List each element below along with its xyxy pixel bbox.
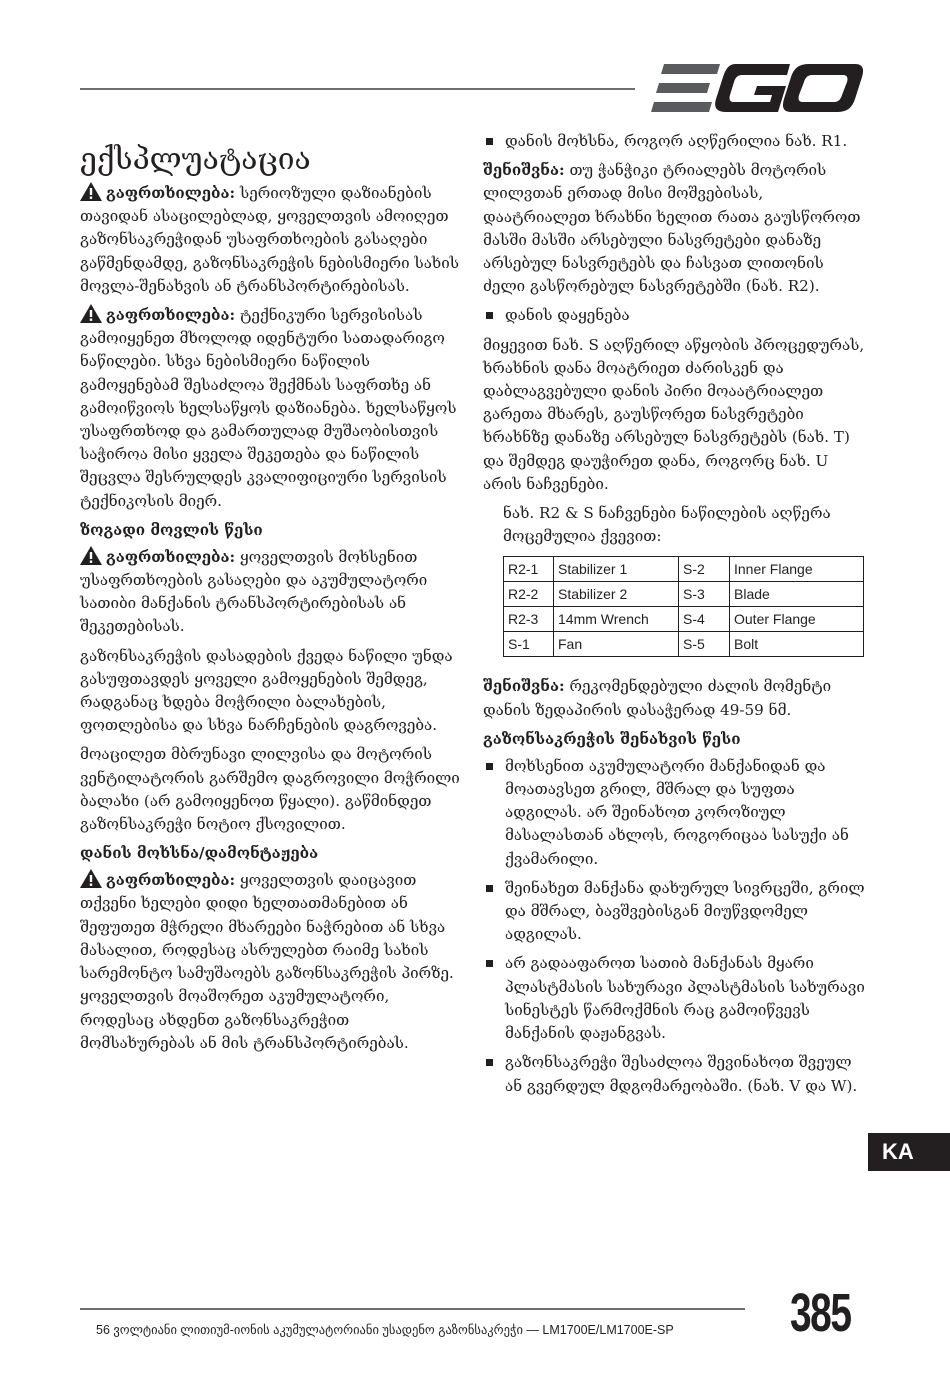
page-number: 385 <box>790 1283 851 1343</box>
paragraph-grass-removal: მოაცილეთ მბრუნავი ლილვისა და მოტორის ვენტილატორის გარშემო დაგროვილი მოჭრილი ბალახი (არ გამოიყენოთ წყალი). გაწმინდეთ გაზონსაკრეჭი ნოტიო ქსოვილით. <box>80 745 460 834</box>
header-rule <box>80 88 635 90</box>
note-2 <box>483 675 868 721</box>
note-label: შენიშვნა: <box>483 161 565 180</box>
bullet-text: დანის მოხსნა, როგორ აღწერილია ნახ. R1. <box>505 132 848 150</box>
paragraph-deck-cleaning: გაზონსაკრეჭის დასადების ქვედა ნაწილი უნდა გასუფთავდეს ყოველი გამოყენების შემდეგ, რადგანაც ხდება მოჭრილი ბალახების, ფოთლებისა და სხვა ნარჩენების დაგროვება. <box>80 646 453 735</box>
warning-text: სერიოზული დაზიანების თავიდან ასაცილებლად, ყოველთვის ამოიღეთ გაზონსაკრეჭიდან უსაფრთხოების გასაღები გაწმენდამდე, გაზონსაკრეჭის ნებისმიერი სახის მოვლა-შენახვის ან ტრანსპორტირებისას. <box>80 184 459 295</box>
bullet-blade-remove <box>483 130 868 153</box>
bullet-text: დანის დაყენება <box>505 306 630 325</box>
table-cell: Outer Flange <box>730 607 864 632</box>
table-cell: R2-2 <box>504 582 554 607</box>
bullet-square-icon <box>486 763 493 770</box>
table-row <box>504 557 864 582</box>
table-cell: S-1 <box>504 632 554 657</box>
paragraph-table-intro: ნახ. R2 & S ნაჩვენები ნაწილების აღწერა მოცემულია ქვევით: <box>503 504 831 546</box>
warning-label: გაფრთხილება: <box>106 871 236 890</box>
table-row <box>504 632 864 657</box>
warning-triangle-icon <box>80 869 102 888</box>
heading-storage: გაზონსაკრეჭის შენახვის წესი <box>483 729 741 748</box>
paragraph-install-procedure: მიყევით ნახ. S აღწერილ აწყობის პროცედურას, ხრახნის დანა მოატრიეთ ძარისკენ და დაბლაგვებული დანის პირი მოაატრიალეთ გარეთა მხარეს, გაუსწორეთ ნასვრეტები ხრახნზე დანაზე არსებულ ნასვრეტებს (ნახ. T) და შემდეგ დაუჭირეთ დანა, როგორც ნახ. U არის ნაჩვენები. <box>483 335 865 493</box>
bullet-square-icon <box>486 1059 493 1066</box>
bullet-square-icon <box>486 312 493 319</box>
bullet-text: არ გადააფაროთ სათიბ მანქანას მყარი პლასტმასის სახურავი პლასტმასის სახურავი სინესტეს წარმოქმნის რაც გამოიწვევს მანქანის დაჟანგვას. <box>505 954 865 1043</box>
table-cell: R2-1 <box>504 557 554 582</box>
warning-text: ტექნიკური სერვისისას გამოიყენეთ მხოლოდ იდენტური სათადარიგო ნაწილები. სხვა ნებისმიერი ნაწილის გამოყენებამ შესაძლოა შექმნას საფრთხე ან გამოიწვიოს ხელსაწყოს დაზიანება. ხელსაწყოს უსაფრთხოდ და გამართულად მუშაობისთვის საჭიროა მისი ყველა შეკეთება და ნაწილის შეცვლა შესრულდეს კვალიფიციური სერვისის ტექნიკოსის მიერ. <box>80 306 457 510</box>
bullet-square-icon <box>486 960 493 967</box>
table-cell: Bolt <box>730 632 864 657</box>
warning-4 <box>80 869 460 1055</box>
warning-1 <box>80 182 460 298</box>
note-text: თუ ჭანჭიკი ტრიალებს მოტორის ლილვთან ერთად მისი მოშვებისას, დაატრიალეთ ხრახნი ხელით რათა გაუსწოროთ მასში მასში არსებული ნასვრეტები დანაზე არსებულ ნასვრეტებს და ჩასვათ ლითონის ძელი გასწორებულ ნასვრეტებში (ნახ. R2). <box>483 161 861 296</box>
warning-label: გაფრთხილება: <box>106 547 236 566</box>
list-item <box>483 755 868 871</box>
bullet-text: მოხსენით აკუმულატორი მანქანიდან და მოათავსეთ გრილ, მშრალ და სუფთა ადგილას. არ შეინახოთ კოროზიულ მასალასთან ახლოს, როგორიცაა სასუქი ან ქვამარილი. <box>505 756 849 868</box>
heading-blade-removal: დანის მოხსნა/დამონტაჟება <box>80 844 319 863</box>
bullet-text: შეინახეთ მანქანა დახურულ სივრცეში, გრილ და მშრალ, ბავშვებისგან მიუწვდომელ ადგილას. <box>505 878 865 944</box>
warning-label: გაფრთხილება: <box>106 184 236 202</box>
table-cell: S-2 <box>679 557 730 582</box>
section-title: ექსპლუატაცია <box>80 142 311 177</box>
table-row <box>504 582 864 607</box>
table-cell: S-3 <box>679 582 730 607</box>
warning-2 <box>80 304 460 513</box>
warning-label: გაფრთხილება: <box>106 306 236 325</box>
bullet-square-icon <box>486 138 493 145</box>
note-text: რეკომენდებული ძალის მომენტი დანის ზედაპირის დასაჭერად 49-59 ნმ. <box>483 677 832 719</box>
list-item <box>483 877 868 947</box>
note-1 <box>483 159 868 298</box>
list-item <box>483 1051 868 1097</box>
list-item <box>483 952 868 1045</box>
table-row <box>504 607 864 632</box>
heading-general-care: ზოგადი მოვლის წესი <box>80 520 263 539</box>
warning-triangle-icon <box>80 182 102 201</box>
table-cell: Fan <box>554 632 679 657</box>
warning-3 <box>80 546 460 639</box>
warning-text: ყოველთვის მოხსენით უსაფრთხოების გასაღები და აკუმულატორი სათიბი მანქანის ტრანსპორტირებისას ან შეკეთებისას. <box>80 547 428 636</box>
table-cell: S-4 <box>679 607 730 632</box>
language-tab: KA <box>868 1133 950 1171</box>
bullet-square-icon <box>486 885 493 892</box>
table-cell: 14mm Wrench <box>554 607 679 632</box>
bullet-text: გაზონსაკრეჭი შესაძლოა შევინახოთ შვეულ ან გვერდულ მდგომარეობაში. (ნახ. V და W). <box>505 1053 858 1095</box>
table-cell: Stabilizer 1 <box>554 557 679 582</box>
note-label: შენიშვნა: <box>483 677 565 696</box>
footer-text: 56 ვოლტიანი ლითიუმ-იონის აკუმულატორიანი უსადენო გაზონსაკრეჭი — LM1700E/LM1700E-SP <box>96 1323 674 1337</box>
warning-triangle-icon <box>80 546 102 565</box>
table-cell: R2-3 <box>504 607 554 632</box>
ego-logo <box>650 62 865 114</box>
right-column <box>483 130 868 1104</box>
parts-table <box>503 556 864 657</box>
warning-triangle-icon <box>80 304 102 323</box>
table-cell: Stabilizer 2 <box>554 582 679 607</box>
bullet-blade-install <box>483 304 868 327</box>
left-column <box>80 140 460 1061</box>
table-cell: Inner Flange <box>730 557 864 582</box>
table-cell: S-5 <box>679 632 730 657</box>
warning-text: ყოველთვის დაიცავით თქვენი ხელები დიდი ხელთათმანებით ან შეფუთეთ მჭრელი მხარეები ნაჭრებით ან სხვა მასალით, როდესაც ასრულებთ რაიმე სახის სარემონტო სამუშაოებს გაზონსაკრეჭის პირზე. ყოველთვის მოაშორეთ აკუმულატორი, როდესაც ახდენთ გაზონსაკრეჭით მომსახურებას ან მის ტრანსპორტირებას. <box>80 871 454 1052</box>
footer-rule <box>80 1308 745 1310</box>
table-cell: Blade <box>730 582 864 607</box>
